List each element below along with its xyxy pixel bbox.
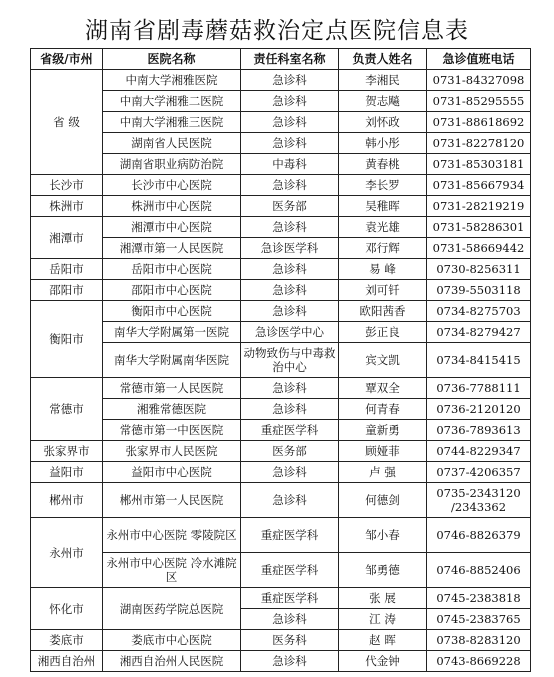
hospital-cell: 湖南省人民医院 (103, 133, 241, 154)
phone-cell: 0734-8279427 (427, 322, 531, 343)
region-cell: 邵阳市 (31, 280, 103, 301)
table-row (31, 518, 531, 553)
department-cell: 急诊科 (241, 70, 339, 91)
table-row (31, 238, 531, 259)
person-cell: 代金钟 (339, 651, 427, 672)
phone-cell: 0739-5503118 (427, 280, 531, 301)
hospital-cell: 湘西自治州人民医院 (103, 651, 241, 672)
hospital-cell: 南华大学附属第一医院 (103, 322, 241, 343)
hospital-cell: 常德市第一中医医院 (103, 420, 241, 441)
person-cell: 黄春桃 (339, 154, 427, 175)
phone-cell: 0744-8229347 (427, 441, 531, 462)
department-cell: 急诊科 (241, 91, 339, 112)
department-cell: 医务部 (241, 196, 339, 217)
person-cell: 邓行辉 (339, 238, 427, 259)
region-cell: 常德市 (31, 378, 103, 441)
table-row (31, 154, 531, 175)
region-cell: 株洲市 (31, 196, 103, 217)
region-cell: 益阳市 (31, 462, 103, 483)
person-cell: 顾娅菲 (339, 441, 427, 462)
table-row (31, 399, 531, 420)
region-cell: 郴州市 (31, 483, 103, 518)
person-cell: 易 峰 (339, 259, 427, 280)
department-cell: 急诊科 (241, 133, 339, 154)
person-cell: 欧阳茜香 (339, 301, 427, 322)
table-row (31, 70, 531, 91)
phone-cell: 0745-2383765 (427, 609, 531, 630)
person-cell: 覃双全 (339, 378, 427, 399)
person-cell: 宾文凯 (339, 343, 427, 378)
person-cell: 卢 强 (339, 462, 427, 483)
region-cell: 岳阳市 (31, 259, 103, 280)
hospital-cell: 湘潭市中心医院 (103, 217, 241, 238)
department-cell: 医务部 (241, 441, 339, 462)
hospital-cell: 益阳市中心医院 (103, 462, 241, 483)
table-header-row (31, 49, 531, 70)
table-row (31, 378, 531, 399)
hospital-cell: 邵阳市中心医院 (103, 280, 241, 301)
hospital-cell: 郴州市第一人民医院 (103, 483, 241, 518)
hospital-cell: 常德市第一人民医院 (103, 378, 241, 399)
person-cell: 吴稚晖 (339, 196, 427, 217)
phone-cell: 0731-28219219 (427, 196, 531, 217)
department-cell: 医务科 (241, 630, 339, 651)
page-title: 湖南省剧毒蘑菇救治定点医院信息表 (85, 18, 469, 44)
header-region: 省级/市州 (31, 49, 103, 70)
table-row (31, 301, 531, 322)
table-row (31, 651, 531, 672)
table-row (31, 280, 531, 301)
phone-cell: 0731-58669442 (427, 238, 531, 259)
department-cell: 急诊科 (241, 399, 339, 420)
table-row (31, 133, 531, 154)
table-row (31, 259, 531, 280)
region-cell: 省 级 (31, 70, 103, 175)
region-cell: 长沙市 (31, 175, 103, 196)
phone-cell: 0735-2343120 /2343362 (427, 483, 531, 518)
person-cell: 袁光雄 (339, 217, 427, 238)
phone-cell: 0736-7788111 (427, 378, 531, 399)
header-phone: 急诊值班电话 (427, 49, 531, 70)
phone-cell: 0734-8275703 (427, 301, 531, 322)
phone-cell: 0746-8826379 (427, 518, 531, 553)
hospital-cell: 株洲市中心医院 (103, 196, 241, 217)
person-cell: 童新勇 (339, 420, 427, 441)
person-cell: 李长罗 (339, 175, 427, 196)
hospital-cell: 永州市中心医院 冷水滩院区 (103, 553, 241, 588)
table-row (31, 441, 531, 462)
hospital-cell: 岳阳市中心医院 (103, 259, 241, 280)
phone-cell: 0731-85667934 (427, 175, 531, 196)
person-cell: 刘可钎 (339, 280, 427, 301)
table-row (31, 420, 531, 441)
person-cell: 江 涛 (339, 609, 427, 630)
hospital-cell: 湘雅常德医院 (103, 399, 241, 420)
phone-cell: 0731-85295555 (427, 91, 531, 112)
hospital-cell: 衡阳市中心医院 (103, 301, 241, 322)
department-cell: 急诊科 (241, 175, 339, 196)
header-department: 责任科室名称 (241, 49, 339, 70)
hospital-cell: 湖南省职业病防治院 (103, 154, 241, 175)
department-cell: 重症医学科 (241, 588, 339, 609)
table-row (31, 217, 531, 238)
region-cell: 湘西自治州 (31, 651, 103, 672)
table-row (31, 343, 531, 378)
phone-cell: 0736-7893613 (427, 420, 531, 441)
phone-cell: 0731-82278120 (427, 133, 531, 154)
department-cell: 急诊科 (241, 259, 339, 280)
phone-cell: 0743-8669228 (427, 651, 531, 672)
hospital-cell: 湖南医药学院总医院 (103, 588, 241, 630)
hospital-cell: 湘潭市第一人民医院 (103, 238, 241, 259)
header-person: 负责人姓名 (339, 49, 427, 70)
phone-cell: 0731-58286301 (427, 217, 531, 238)
person-cell: 何德剑 (339, 483, 427, 518)
phone-cell: 0738-8283120 (427, 630, 531, 651)
phone-cell: 0734-8415415 (427, 343, 531, 378)
region-cell: 怀化市 (31, 588, 103, 630)
department-cell: 急诊医学科 (241, 238, 339, 259)
hospital-table (30, 48, 531, 672)
table-row (31, 322, 531, 343)
hospital-cell: 南华大学附属南华医院 (103, 343, 241, 378)
department-cell: 急诊科 (241, 301, 339, 322)
hospital-cell: 中南大学湘雅三医院 (103, 112, 241, 133)
person-cell: 何青春 (339, 399, 427, 420)
department-cell: 动物致伤与中毒救治中心 (241, 343, 339, 378)
person-cell: 李湘民 (339, 70, 427, 91)
person-cell: 贺志飚 (339, 91, 427, 112)
table-row (31, 462, 531, 483)
department-cell: 急诊科 (241, 462, 339, 483)
department-cell: 急诊科 (241, 217, 339, 238)
phone-cell: 0737-4206357 (427, 462, 531, 483)
department-cell: 急诊科 (241, 483, 339, 518)
table-row (31, 553, 531, 588)
person-cell: 邹勇德 (339, 553, 427, 588)
department-cell: 急诊科 (241, 609, 339, 630)
department-cell: 急诊科 (241, 280, 339, 301)
table-row (31, 112, 531, 133)
person-cell: 邹小春 (339, 518, 427, 553)
phone-cell: 0730-8256311 (427, 259, 531, 280)
phone-cell: 0736-2120120 (427, 399, 531, 420)
table-row (31, 588, 531, 609)
phone-cell: 0745-2383818 (427, 588, 531, 609)
department-cell: 重症医学科 (241, 518, 339, 553)
person-cell: 刘怀政 (339, 112, 427, 133)
table-body (31, 70, 531, 672)
region-cell: 湘潭市 (31, 217, 103, 259)
department-cell: 急诊医学中心 (241, 322, 339, 343)
region-cell: 娄底市 (31, 630, 103, 651)
person-cell: 韩小彤 (339, 133, 427, 154)
department-cell: 急诊科 (241, 112, 339, 133)
hospital-cell: 娄底市中心医院 (103, 630, 241, 651)
hospital-cell: 中南大学湘雅二医院 (103, 91, 241, 112)
department-cell: 急诊科 (241, 651, 339, 672)
phone-cell: 0731-85303181 (427, 154, 531, 175)
table-row (31, 630, 531, 651)
person-cell: 彭正良 (339, 322, 427, 343)
phone-cell: 0731-84327098 (427, 70, 531, 91)
region-cell: 永州市 (31, 518, 103, 588)
header-hospital: 医院名称 (103, 49, 241, 70)
department-cell: 中毒科 (241, 154, 339, 175)
table-row (31, 91, 531, 112)
region-cell: 衡阳市 (31, 301, 103, 378)
table-row (31, 196, 531, 217)
region-cell: 张家界市 (31, 441, 103, 462)
hospital-cell: 永州市中心医院 零陵院区 (103, 518, 241, 553)
hospital-cell: 长沙市中心医院 (103, 175, 241, 196)
table-row (31, 175, 531, 196)
person-cell: 赵 晖 (339, 630, 427, 651)
department-cell: 重症医学科 (241, 420, 339, 441)
person-cell: 张 展 (339, 588, 427, 609)
table-row (31, 483, 531, 518)
hospital-cell: 中南大学湘雅医院 (103, 70, 241, 91)
hospital-cell: 张家界市人民医院 (103, 441, 241, 462)
department-cell: 急诊科 (241, 378, 339, 399)
department-cell: 重症医学科 (241, 553, 339, 588)
phone-cell: 0746-8852406 (427, 553, 531, 588)
phone-cell: 0731-88618692 (427, 112, 531, 133)
